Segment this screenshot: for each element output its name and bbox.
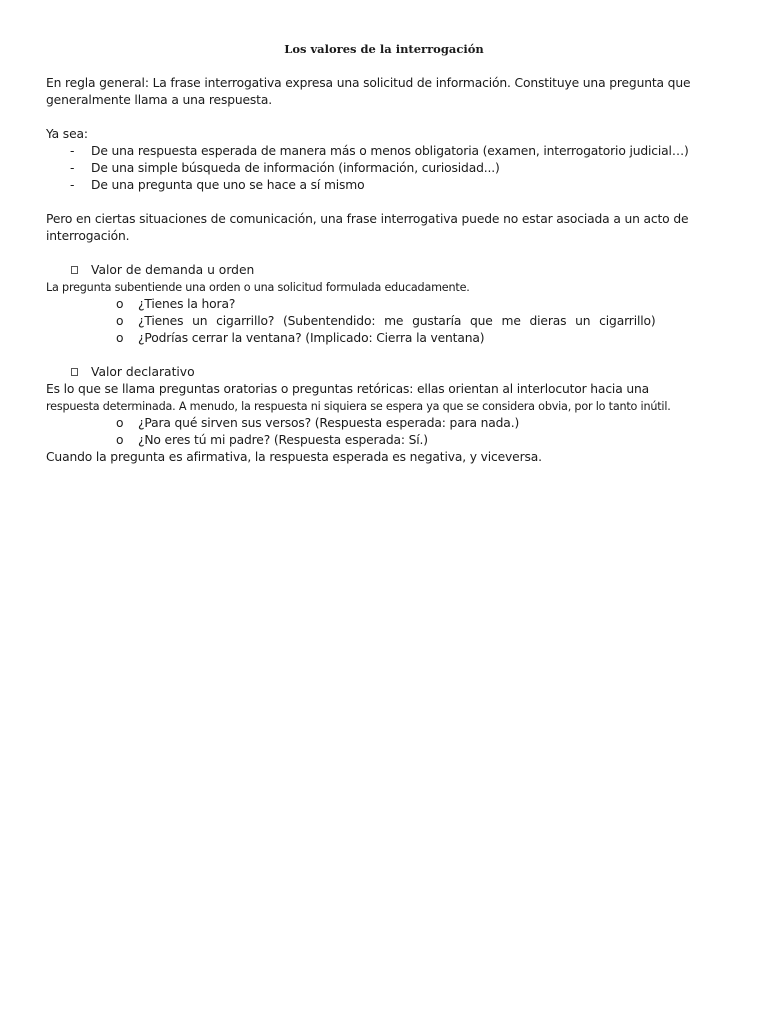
example-text: ¿Tienes un cigarrillo? (Subentendido: me gustaría que me dieras un cigarrillo): [138, 314, 656, 328]
ya-sea-label: Ya sea:: [46, 127, 88, 141]
declarativo-description-line-2: respuesta determinada. A menudo, la respuesta ni siquiera se espera ya que se considera obvia, por lo tanto inútil.: [46, 400, 671, 413]
example-text: ¿Para qué sirven sus versos? (Respuesta esperada: para nada.): [138, 416, 520, 430]
list-item-text: De una simple búsqueda de información (información, curiosidad...): [91, 161, 500, 175]
list-item: [0, 432, 720, 449]
list-item: [0, 177, 720, 194]
dash-bullet: -: [70, 144, 75, 158]
dash-bullet: -: [70, 161, 75, 175]
closing-paragraph: Cuando la pregunta es afirmativa, la respuesta esperada es negativa, y viceversa.: [46, 450, 542, 464]
declarativo-heading-text: Valor declarativo: [91, 365, 195, 379]
dash-bullet: -: [70, 178, 75, 192]
declarativo-description-line-1: Es lo que se llama preguntas oratorias o preguntas retóricas: ellas orientan al interlocutor hacia una: [46, 382, 650, 396]
square-bullet-icon: [71, 368, 78, 376]
page-title: Los valores de la interrogación: [284, 42, 484, 56]
list-item-text: De una respuesta esperada de manera más o menos obligatoria (examen, interrogatorio judicial…): [91, 144, 689, 158]
circle-bullet: o: [116, 314, 124, 328]
example-text: ¿No eres tú mi padre? (Respuesta esperada: Sí.): [138, 433, 428, 447]
list-item: [0, 313, 720, 330]
example-text: ¿Tienes la hora?: [138, 297, 236, 311]
intro-paragraph: En regla general: La frase interrogativa expresa una solicitud de información. Constituye una pregunta que generalmente llama a una respuesta.: [46, 76, 691, 107]
square-bullet-icon: [71, 266, 78, 274]
list-item: [0, 143, 720, 160]
list-item-text: De una pregunta que uno se hace a sí mismo: [91, 178, 365, 192]
list-item: [0, 160, 720, 177]
circle-bullet: o: [116, 297, 124, 311]
circle-bullet: o: [116, 433, 124, 447]
ya-sea-list: [0, 143, 720, 194]
declarativo-examples: [0, 415, 720, 449]
pero-paragraph: Pero en ciertas situaciones de comunicación, una frase interrogativa puede no estar asociada a un acto de interrogación.: [46, 212, 689, 243]
demanda-heading-text: Valor de demanda u orden: [91, 263, 255, 277]
circle-bullet: o: [116, 416, 124, 430]
circle-bullet: o: [116, 331, 124, 345]
demanda-examples: [0, 296, 720, 347]
demanda-description: La pregunta subentiende una orden o una solicitud formulada educadamente.: [46, 281, 470, 294]
list-item: [0, 330, 720, 347]
example-text: ¿Podrías cerrar la ventana? (Implicado: Cierra la ventana): [138, 331, 485, 345]
list-item: [0, 296, 720, 313]
list-item: [0, 415, 720, 432]
